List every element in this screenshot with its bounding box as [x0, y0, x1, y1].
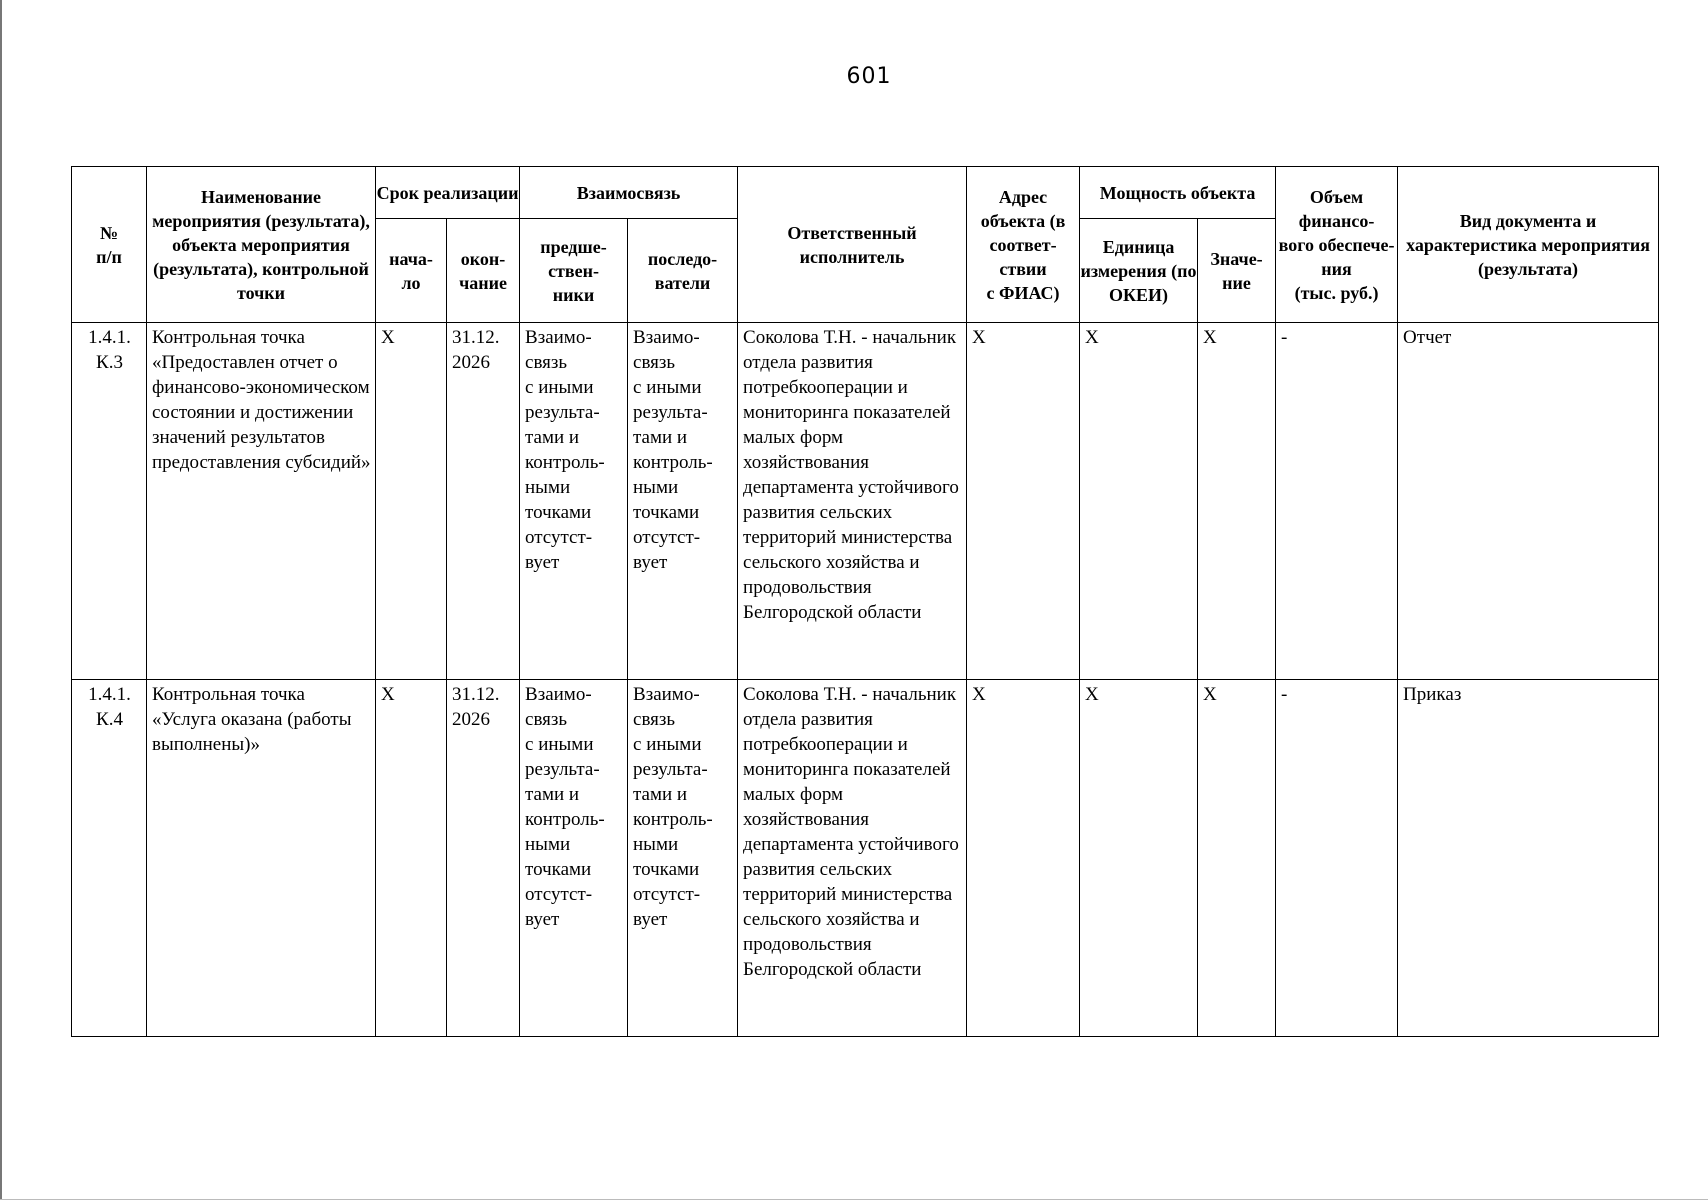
header-predshestvenniki: предше- ствен- ники: [520, 219, 628, 323]
header-srok-start: нача- ло: [376, 219, 447, 323]
row-adres: X: [967, 680, 1080, 1037]
header-posledovateli: последо- ватели: [628, 219, 738, 323]
row-vid-dokumenta: Приказ: [1398, 680, 1659, 1037]
header-srok-end: окон- чание: [447, 219, 520, 323]
row-otvetstvenny: Соколова Т.Н. - начальник отдела развития потребкооперации и мониторинга показателей малых форм хозяйствования департамента устойчивого развития сельских территорий министерства сельского хозяйства и продовольствия Белгородской области: [738, 680, 967, 1037]
row-vid-dokumenta: Отчет: [1398, 323, 1659, 680]
row-znachenie: X: [1198, 323, 1276, 680]
row-otvetstvenny: Соколова Т.Н. - начальник отдела развития потребкооперации и мониторинга показателей малых форм хозяйствования департамента устойчивого развития сельских территорий министерства сельского хозяйства и продовольствия Белгородской области: [738, 323, 967, 680]
plan-table: [71, 166, 1659, 1037]
row-predshestvenniki: Взаимо- связь с иными результа- тами и контроль- ными точками отсутст- вует: [520, 680, 628, 1037]
row-num: 1.4.1. К.4: [72, 680, 147, 1037]
scan-edge-left: [0, 0, 2, 1200]
header-obem: Объем финансо- вого обеспече- ния (тыс. руб.): [1276, 167, 1398, 323]
table-row: [72, 323, 1659, 680]
row-end: 31.12. 2026: [447, 323, 520, 680]
header-vzaimosvyaz: Взаимосвязь: [520, 167, 738, 219]
row-obem: -: [1276, 680, 1398, 1037]
row-edinitsa: X: [1080, 323, 1198, 680]
header-znachenie: Значе- ние: [1198, 219, 1276, 323]
row-znachenie: X: [1198, 680, 1276, 1037]
row-end: 31.12. 2026: [447, 680, 520, 1037]
row-start: X: [376, 323, 447, 680]
row-edinitsa: X: [1080, 680, 1198, 1037]
row-num: 1.4.1. К.3: [72, 323, 147, 680]
header-name: Наименование мероприятия (результата), объекта мероприятия (результата), контрольной точки: [147, 167, 376, 323]
page-number: 601: [846, 64, 892, 89]
row-posledovateli: Взаимо- связь с иными результа- тами и контроль- ными точками отсутст- вует: [628, 680, 738, 1037]
row-posledovateli: Взаимо- связь с иными результа- тами и контроль- ными точками отсутст- вует: [628, 323, 738, 680]
table-row: [72, 680, 1659, 1037]
row-name: Контрольная точка «Предоставлен отчет о финансово-экономическом состоянии и достижении значений результатов предоставления субсидий»: [147, 323, 376, 680]
header-adres: Адрес объекта (в соответ- ствии с ФИАС): [967, 167, 1080, 323]
header-row-1: [72, 167, 1659, 219]
header-moshchnost: Мощность объекта: [1080, 167, 1276, 219]
header-vid-dokumenta: Вид документа и характеристика мероприятия (результата): [1398, 167, 1659, 323]
row-start: X: [376, 680, 447, 1037]
header-otvetstvenny: Ответственный исполнитель: [738, 167, 967, 323]
row-name: Контрольная точка «Услуга оказана (работы выполнены)»: [147, 680, 376, 1037]
row-adres: X: [967, 323, 1080, 680]
row-obem: -: [1276, 323, 1398, 680]
header-num: № п/п: [72, 167, 147, 323]
header-srok: Срок реализации: [376, 167, 520, 219]
row-predshestvenniki: Взаимо- связь с иными результа- тами и контроль- ными точками отсутст- вует: [520, 323, 628, 680]
header-edinitsa: Единица измерения (по ОКЕИ): [1080, 219, 1198, 323]
